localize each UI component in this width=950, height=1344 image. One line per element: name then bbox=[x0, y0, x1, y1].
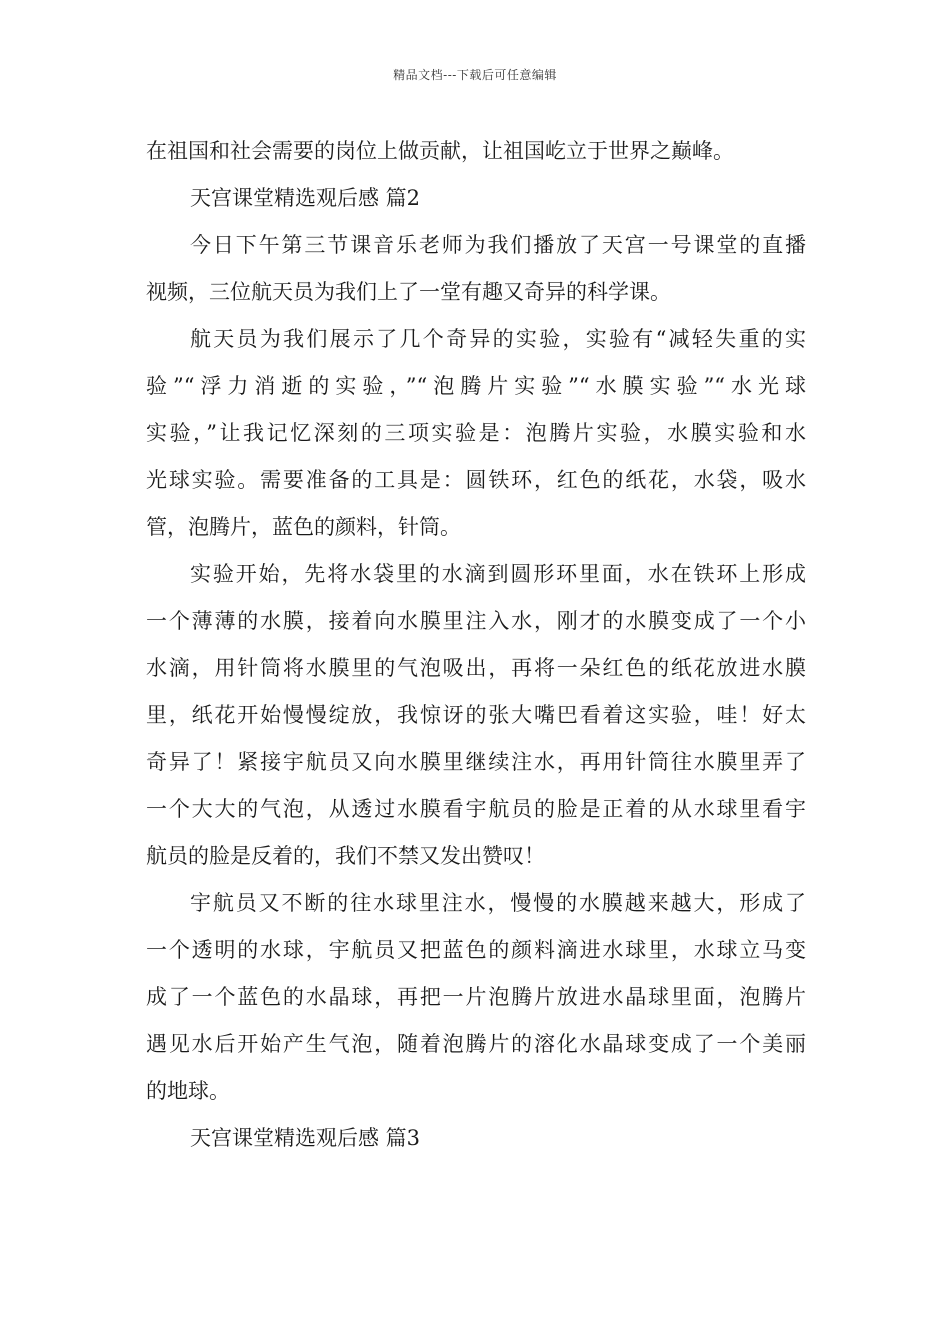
text-line: 实验开始，先将水袋里的水滴到圆形环里面，水在铁环上形成 bbox=[190, 562, 806, 586]
text-line: 的地球。 bbox=[146, 1079, 230, 1103]
paragraph-2 bbox=[146, 316, 806, 551]
text-line: 今日下午第三节课音乐老师为我们播放了天宫一号课堂的直播 bbox=[190, 233, 806, 257]
heading-text: 天宫课堂精选观后感 篇2 bbox=[190, 186, 421, 210]
text-line: 里，纸花开始慢慢绽放，我惊讶的张大嘴巴看着这实验，哇！好太 bbox=[146, 703, 806, 727]
paragraph-4 bbox=[146, 880, 806, 1115]
section-heading-3 bbox=[146, 1115, 806, 1162]
page-header: 精品文档---下载后可任意编辑 bbox=[393, 68, 557, 82]
text-line: 在祖国和社会需要的岗位上做贡献，让祖国屹立于世界之巅峰。 bbox=[146, 139, 734, 163]
paragraph-3 bbox=[146, 551, 806, 880]
text-line: 成了一个蓝色的水晶球，再把一片泡腾片放进水晶球里面，泡腾片 bbox=[146, 985, 806, 1009]
section-heading-2 bbox=[146, 175, 806, 222]
text-line: 一个薄薄的水膜，接着向水膜里注入水，刚才的水膜变成了一个小 bbox=[146, 609, 806, 633]
text-line: 管，泡腾片，蓝色的颜料，针筒。 bbox=[146, 515, 461, 539]
text-line: 航天员为我们展示了几个奇异的实验，实验有“减轻失重的实 bbox=[190, 327, 806, 351]
text-line: 宇航员又不断的往水球里注水，慢慢的水膜越来越大，形成了 bbox=[190, 891, 806, 915]
text-line: 光球实验。需要准备的工具是：圆铁环，红色的纸花，水袋，吸水 bbox=[146, 468, 806, 492]
text-line: 实验，”让我记忆深刻的三项实验是：泡腾片实验，水膜实验和水 bbox=[146, 421, 806, 445]
paragraph-1 bbox=[146, 222, 806, 316]
document-body bbox=[146, 128, 806, 1162]
text-line: 验”“浮力消逝的实验，”“泡腾片实验”“水膜实验”“水光球 bbox=[146, 374, 806, 398]
text-line: 航员的脸是反着的，我们不禁又发出赞叹！ bbox=[146, 844, 545, 868]
text-line: 一个透明的水球，宇航员又把蓝色的颜料滴进水球里，水球立马变 bbox=[146, 938, 806, 962]
text-line: 一个大大的气泡，从透过水膜看宇航员的脸是正着的从水球里看宇 bbox=[146, 797, 806, 821]
paragraph-continuation bbox=[146, 128, 806, 175]
text-line: 遇见水后开始产生气泡，随着泡腾片的溶化水晶球变成了一个美丽 bbox=[146, 1032, 806, 1056]
text-line: 视频，三位航天员为我们上了一堂有趣又奇异的科学课。 bbox=[146, 280, 671, 304]
text-line: 水滴，用针筒将水膜里的气泡吸出，再将一朵红色的纸花放进水膜 bbox=[146, 656, 806, 680]
heading-text: 天宫课堂精选观后感 篇3 bbox=[190, 1126, 421, 1150]
text-line: 奇异了！紧接宇航员又向水膜里继续注水，再用针筒往水膜里弄了 bbox=[146, 750, 806, 774]
